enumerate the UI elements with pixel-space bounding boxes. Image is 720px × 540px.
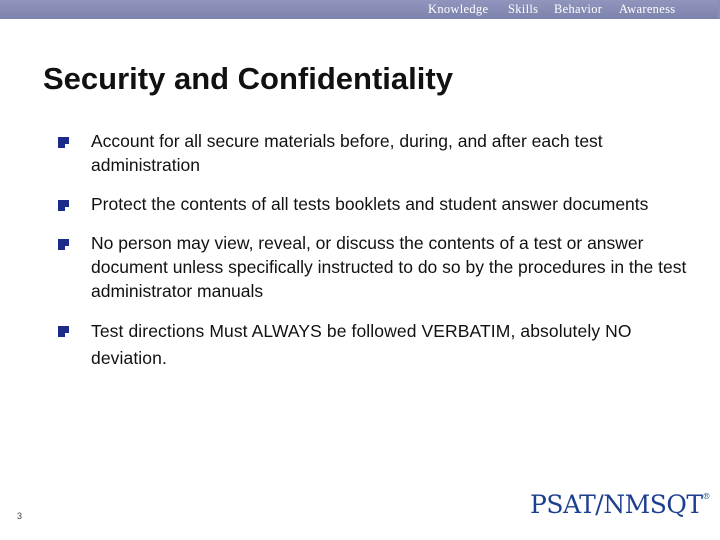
- bullet-item: [58, 192, 698, 216]
- nav-behavior[interactable]: Behavior: [554, 2, 603, 16]
- square-bullet-icon: [58, 239, 69, 250]
- bullet-text: Account for all secure materials before, during, and after each test administration: [91, 131, 603, 175]
- header-bar-background: [0, 0, 718, 19]
- nav-knowledge[interactable]: Knowledge: [428, 2, 489, 16]
- bullet-text: Test directions Must ALWAYS be followed VERBATIM, absolutely NO deviation.: [91, 321, 632, 368]
- bullet-text: Protect the contents of all tests booklets and student answer documents: [91, 194, 649, 214]
- trademark-mark: ®: [702, 492, 711, 501]
- nav-awareness[interactable]: Awareness: [619, 2, 676, 16]
- square-bullet-icon: [58, 200, 69, 211]
- bullet-text: No person may view, reveal, or discuss the contents of a test or answer document unless specifically instructed to do so by the procedures in the test administrator manuals: [91, 233, 687, 301]
- header-bar: [0, 0, 720, 19]
- nav-skills[interactable]: Skills: [508, 2, 539, 16]
- bullet-item: [58, 318, 698, 372]
- slide-title: Security and Confidentiality: [43, 61, 453, 96]
- psat-nmsqt-logo: [530, 490, 710, 519]
- bullet-list: [58, 129, 698, 372]
- square-bullet-icon: [58, 326, 69, 337]
- page-number: 3: [17, 511, 23, 521]
- logo-text: PSAT/NMSQT: [530, 490, 703, 519]
- square-bullet-icon: [58, 137, 69, 148]
- bullet-item: [58, 129, 698, 177]
- bullet-item: [58, 231, 698, 303]
